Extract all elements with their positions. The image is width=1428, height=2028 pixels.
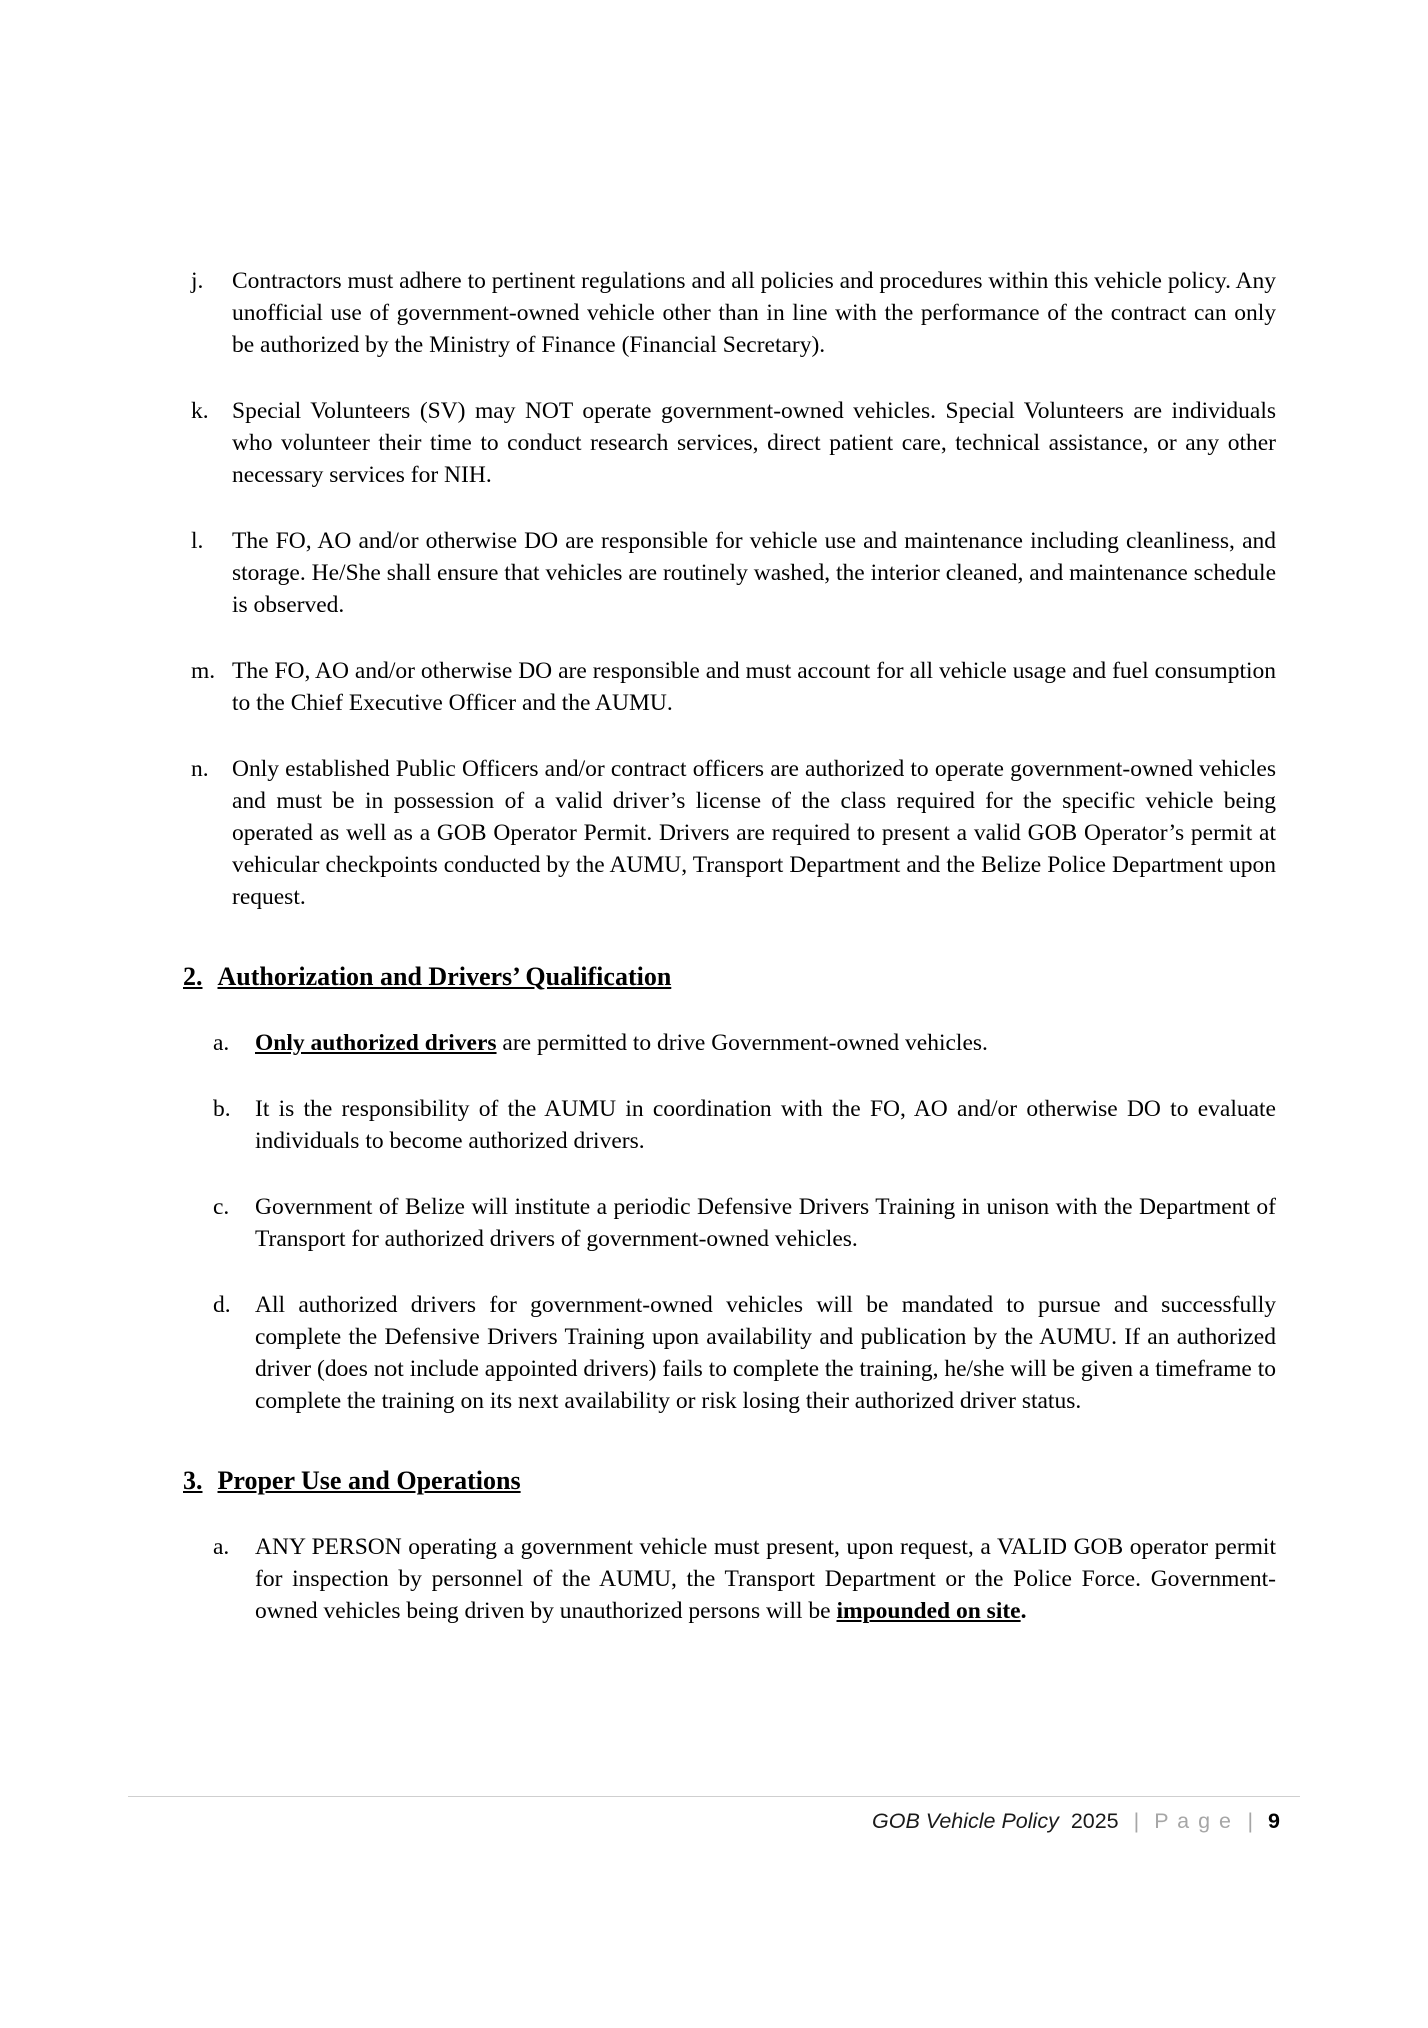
section-number: 3.	[183, 1466, 203, 1495]
list-item-j	[183, 265, 1276, 361]
section-heading-proper-use	[183, 1463, 1276, 1499]
list-item-n	[183, 753, 1276, 913]
list-item-2a	[183, 1027, 1276, 1059]
list-text-rest: are permitted to drive Government-owned vehicles.	[496, 1030, 988, 1056]
section-title: Proper Use and Operations	[217, 1466, 521, 1495]
list-marker: n.	[191, 756, 209, 782]
section-title: Authorization and Drivers’ Qualification	[217, 962, 672, 991]
emphasized-text: impounded on site	[836, 1598, 1021, 1624]
list-item-k	[183, 395, 1276, 491]
list-marker: a.	[213, 1030, 230, 1056]
section-heading-authorization	[183, 959, 1276, 995]
list-text: Only established Public Officers and/or contract officers are authorized to operate government-owned vehicles and must be in possession of a valid driver’s license of the class required for the specific vehicle being operated as well as a GOB Operator Permit. Drivers are required to present a valid GOB Operator’s permit at vehicular checkpoints conducted by the AUMU, Transport Department and the Belize Police Department upon request.	[232, 756, 1276, 910]
list-text: Contractors must adhere to pertinent regulations and all policies and procedures within this vehicle policy. Any unofficial use of government-owned vehicle other than in line with the performance of the contract can only be authorized by the Ministry of Finance (Financial Secretary).	[232, 268, 1276, 358]
footer-year: 2025	[1070, 1809, 1119, 1833]
list-text: The FO, AO and/or otherwise DO are responsible and must account for all vehicle usage and fuel consumption to the Chief Executive Officer and the AUMU.	[232, 658, 1276, 716]
list-marker: k.	[191, 398, 209, 424]
list-item-3a	[183, 1531, 1276, 1627]
list-marker: l.	[191, 528, 204, 554]
list-text-body: ANY PERSON operating a government vehicle must present, upon request, a VALID GOB operator permit for inspection by personnel of the AUMU, the Transport Department or the Police Force. Government-owned vehicles being driven by unauthorized persons will be	[255, 1534, 1276, 1624]
list-item-2d	[183, 1289, 1276, 1417]
list-marker: j.	[191, 268, 204, 294]
page-footer	[128, 1796, 1300, 1834]
section-number: 2.	[183, 962, 203, 991]
list-text: Government of Belize will institute a periodic Defensive Drivers Training in unison with the Department of Transport for authorized drivers of government-owned vehicles.	[255, 1194, 1276, 1252]
list-text	[255, 1531, 1276, 1627]
footer-text	[128, 1797, 1300, 1834]
list-marker: c.	[213, 1194, 230, 1220]
emphasized-text: Only authorized drivers	[255, 1030, 497, 1056]
footer-separator: |	[1247, 1809, 1254, 1833]
list-item-2c	[183, 1191, 1276, 1255]
list-marker: d.	[213, 1292, 231, 1318]
list-text: The FO, AO and/or otherwise DO are responsible for vehicle use and maintenance including cleanliness, and storage. He/She shall ensure that vehicles are routinely washed, the interior cleaned, and maintenance schedule is observed.	[232, 528, 1276, 618]
list-marker: a.	[213, 1534, 230, 1560]
emphasized-punctuation: .	[1020, 1598, 1027, 1624]
list-text	[255, 1027, 1276, 1059]
list-text: It is the responsibility of the AUMU in coordination with the FO, AO and/or otherwise DO to evaluate individuals to become authorized drivers.	[255, 1096, 1276, 1154]
list-item-m	[183, 655, 1276, 719]
list-item-2b	[183, 1093, 1276, 1157]
footer-page-label: P a g e	[1154, 1809, 1233, 1833]
list-marker: m.	[191, 658, 216, 684]
footer-page-number: 9	[1268, 1809, 1280, 1833]
footer-separator: |	[1133, 1809, 1140, 1833]
list-text: Special Volunteers (SV) may NOT operate government-owned vehicles. Special Volunteers are individuals who volunteer their time to conduct research services, direct patient care, technical assistance, or any other necessary services for NIH.	[232, 398, 1276, 488]
list-marker: b.	[213, 1096, 231, 1122]
list-item-l	[183, 525, 1276, 621]
list-text: All authorized drivers for government-owned vehicles will be mandated to pursue and successfully complete the Defensive Drivers Training upon availability and publication by the AUMU. If an authorized driver (does not include appointed drivers) fails to complete the training, he/she will be given a timeframe to complete the training on its next availability or risk losing their authorized driver status.	[255, 1292, 1276, 1414]
footer-doc-title: GOB Vehicle Policy	[872, 1809, 1059, 1833]
